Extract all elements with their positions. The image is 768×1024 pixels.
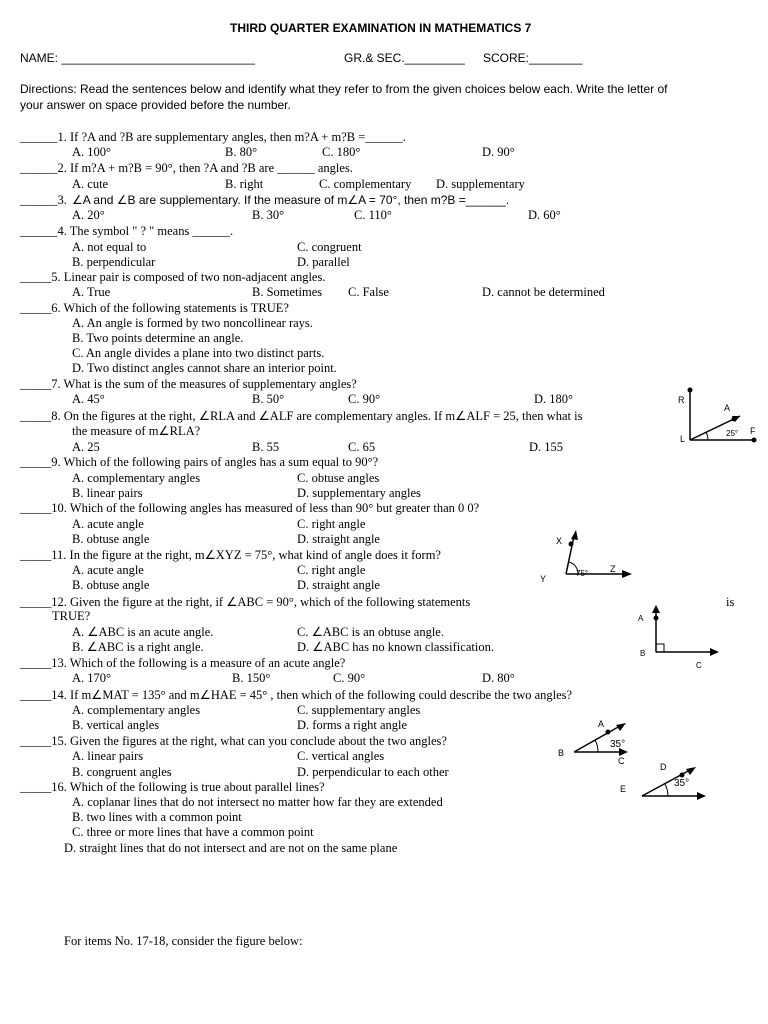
question-4-choice-c: C. congruent xyxy=(297,240,362,254)
question-5-choice-c: C. False xyxy=(348,285,389,299)
fig8-angle-measure: 25° xyxy=(726,429,739,438)
question-9-stem: _____9. Which of the following pairs of angles has a sum equal to 90°? xyxy=(20,455,379,469)
question-6-choice-c: C. An angle divides a plane into two distinct parts. xyxy=(72,346,325,360)
score-field-label: SCORE:________ xyxy=(483,51,583,65)
question-12-stem-is: is xyxy=(726,595,735,609)
question-5-stem: _____5. Linear pair is composed of two non-adjacent angles. xyxy=(20,270,326,284)
fig12-label-b: B xyxy=(640,649,646,658)
question-3-choice-b: B. 30° xyxy=(252,208,285,222)
question-4-choice-d: D. parallel xyxy=(297,255,350,269)
question-11-choice-c: C. right angle xyxy=(297,563,366,577)
question-14-choice-d: D. forms a right angle xyxy=(297,718,408,732)
fig15b-angle-measure: 35° xyxy=(674,778,690,789)
fig8-label-l: L xyxy=(680,434,686,444)
fig11-angle-measure: 75° xyxy=(576,569,589,578)
question-1-choice-c: C. 180° xyxy=(322,145,361,159)
question-7-stem: _____7. What is the sum of the measures of supplementary angles? xyxy=(20,377,357,391)
question-15-choice-b: B. congruent angles xyxy=(72,765,172,779)
question-16-choice-c: C. three or more lines that have a common point xyxy=(72,825,314,839)
fig12-label-c: C xyxy=(696,661,702,670)
question-10-choice-d: D. straight angle xyxy=(297,532,380,546)
figure-q11-angle-xyz xyxy=(536,528,646,586)
question-9-choice-c: C. obtuse angles xyxy=(297,471,380,485)
question-13-stem: _____13. Which of the following is a measure of an acute angle? xyxy=(20,656,346,670)
fig8-label-r: R xyxy=(678,395,685,405)
question-14-choice-a: A. complementary angles xyxy=(72,703,201,717)
question-1-choice-a: A. 100° xyxy=(72,145,112,159)
question-7-choice-d: D. 180° xyxy=(534,392,574,406)
question-5-choice-a: A. True xyxy=(72,285,111,299)
question-2-stem: ______2. If m?A + m?B = 90°, then ?A and ?B are ______ angles. xyxy=(20,161,353,175)
question-2-choice-b: B. right xyxy=(225,177,264,191)
question-9-choice-d: D. supplementary angles xyxy=(297,486,421,500)
fig11-label-y: Y xyxy=(540,574,547,584)
question-14-choice-c: C. supplementary angles xyxy=(297,703,421,717)
question-16-choice-b: B. two lines with a common point xyxy=(72,810,242,824)
question-6-choice-d: D. Two distinct angles cannot share an interior point. xyxy=(72,361,337,375)
question-15-choice-d: D. perpendicular to each other xyxy=(297,765,449,779)
directions-line-2: your answer on space provided before the number. xyxy=(20,98,291,112)
question-8-choice-d: D. 155 xyxy=(529,440,564,454)
question-10-choice-b: B. obtuse angle xyxy=(72,532,150,546)
question-16-choice-d: D. straight lines that do not intersect and are not on the same plane xyxy=(64,841,398,855)
question-2-choice-c: C. complementary xyxy=(319,177,412,191)
question-3-choice-d: D. 60° xyxy=(528,208,561,222)
question-6-choice-b: B. Two points determine an angle. xyxy=(72,331,244,345)
question-15-choice-a: A. linear pairs xyxy=(72,749,144,763)
question-15-stem: _____15. Given the figures at the right, what can you conclude about the two angles? xyxy=(20,734,447,748)
question-11-stem: _____11. In the figure at the right, m∠XYZ = 75°, what kind of angle does it form? xyxy=(20,548,441,562)
question-12-stem-continued: TRUE? xyxy=(52,609,91,623)
question-8-choice-b: B. 55 xyxy=(252,440,280,454)
figure-q15-angle-de xyxy=(612,756,712,806)
fig11-label-z: Z xyxy=(610,564,616,574)
question-12-choice-d: D. ∠ABC has no known classification. xyxy=(297,640,494,654)
question-2-choice-a: A. cute xyxy=(72,177,109,191)
question-7-choice-b: B. 50° xyxy=(252,392,285,406)
question-12-stem: _____12. Given the figure at the right, if ∠ABC = 90°, which of the following statements xyxy=(20,595,471,609)
question-5-choice-b: B. Sometimes xyxy=(252,285,323,299)
fig15b-label-e: E xyxy=(620,784,627,794)
question-11-choice-b: B. obtuse angle xyxy=(72,578,150,592)
question-14-choice-b: B. vertical angles xyxy=(72,718,160,732)
exam-title: THIRD QUARTER EXAMINATION IN MATHEMATICS 7 xyxy=(230,21,532,35)
question-4-choice-b: B. perpendicular xyxy=(72,255,156,269)
question-12-choice-c: C. ∠ABC is an obtuse angle. xyxy=(297,625,444,639)
fig15b-label-d: D xyxy=(660,762,667,772)
question-4-stem: ______4. The symbol " ? " means ______. xyxy=(20,224,234,238)
question-4-choice-a: A. not equal to xyxy=(72,240,147,254)
question-10-choice-a: A. acute angle xyxy=(72,517,144,531)
fig8-label-f: F xyxy=(750,426,756,436)
question-8-stem-continued: the measure of m∠RLA? xyxy=(72,424,201,438)
question-9-choice-b: B. linear pairs xyxy=(72,486,143,500)
question-16-choice-a: A. coplanar lines that do not intersect no matter how far they are extended xyxy=(72,795,443,809)
question-8-stem: _____8. On the figures at the right, ∠RLA and ∠ALF are complementary angles. If m∠ALF = 25, then what is xyxy=(20,409,583,423)
fig15a-label-c: C xyxy=(618,756,625,766)
question-11-choice-a: A. acute angle xyxy=(72,563,144,577)
question-3-stem: ∠A and ∠B are supplementary. If the measure of m∠A = 70°, then m?B =______. xyxy=(72,193,510,207)
question-10-choice-c: C. right angle xyxy=(297,517,366,531)
question-3-number: ______3. xyxy=(20,193,67,207)
question-11-choice-d: D. straight angle xyxy=(297,578,380,592)
grade-section-field-label: GR.& SEC._________ xyxy=(344,51,465,65)
question-9-choice-a: A. complementary angles xyxy=(72,471,201,485)
question-5-choice-d: D. cannot be determined xyxy=(482,285,605,299)
question-13-choice-c: C. 90° xyxy=(333,671,366,685)
fig15a-angle-measure: 35° xyxy=(610,739,626,750)
question-13-choice-d: D. 80° xyxy=(482,671,515,685)
question-1-stem: ______1. If ?A and ?B are supplementary angles, then m?A + m?B =______. xyxy=(20,130,406,144)
question-3-choice-a: A. 20° xyxy=(72,208,105,222)
items-17-18-instruction: For items No. 17-18, consider the figure below: xyxy=(64,934,303,948)
question-1-choice-b: B. 80° xyxy=(225,145,258,159)
question-10-stem: _____10. Which of the following angles has measured of less than 90° but greater than 0 0? xyxy=(20,501,480,515)
question-3-choice-c: C. 110° xyxy=(354,208,392,222)
question-15-choice-c: C. vertical angles xyxy=(297,749,385,763)
question-8-choice-a: A. 25 xyxy=(72,440,100,454)
directions-line-1: Directions: Read the sentences below and identify what they refer to from the given choices below each. Write the letter of xyxy=(20,82,668,96)
figure-q8-angle-rla-alf xyxy=(670,378,766,446)
question-12-choice-b: B. ∠ABC is a right angle. xyxy=(72,640,204,654)
question-6-choice-a: A. An angle is formed by two noncollinear rays. xyxy=(72,316,313,330)
question-14-stem: _____14. If m∠MAT = 135° and m∠HAE = 45° , then which of the following could describe the two angles? xyxy=(20,688,573,702)
fig11-label-x: X xyxy=(556,536,563,546)
name-field-label: NAME: _____________________________ xyxy=(20,51,255,65)
question-1-choice-d: D. 90° xyxy=(482,145,515,159)
question-12-choice-a: A. ∠ABC is an acute angle. xyxy=(72,625,214,639)
question-6-stem: _____6. Which of the following statements is TRUE? xyxy=(20,301,289,315)
figure-q12-angle-abc xyxy=(630,602,726,670)
fig15a-label-a: A xyxy=(598,719,605,729)
fig15a-label-b: B xyxy=(558,748,565,758)
question-16-stem: _____16. Which of the following is true about parallel lines? xyxy=(20,780,325,794)
question-8-choice-c: C. 65 xyxy=(348,440,376,454)
question-7-choice-c: C. 90° xyxy=(348,392,381,406)
question-13-choice-a: A. 170° xyxy=(72,671,112,685)
question-7-choice-a: A. 45° xyxy=(72,392,105,406)
fig12-label-a: A xyxy=(638,614,644,623)
question-2-choice-d: D. supplementary xyxy=(436,177,525,191)
question-13-choice-b: B. 150° xyxy=(232,671,271,685)
fig8-label-a: A xyxy=(724,403,731,413)
